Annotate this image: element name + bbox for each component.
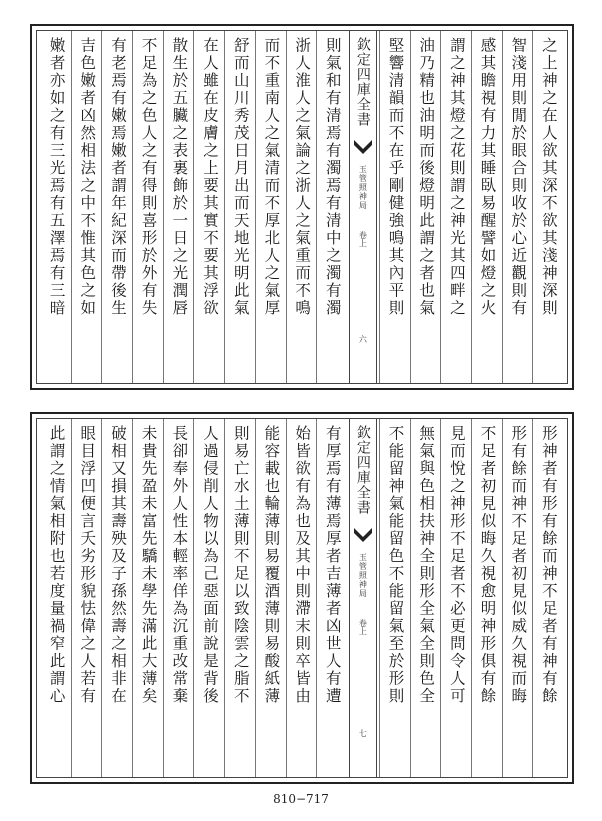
text-column: 在人雖在皮膚之上要其實不要其浮欲	[193, 31, 224, 383]
text-column: 未貴先盈未富先驕未學先滿此大薄矣	[132, 419, 163, 777]
center-banner	[349, 419, 377, 777]
fishtail-mark-icon	[353, 527, 373, 543]
text-column: 破相又損其壽殃及子孫然壽之相非在	[101, 419, 132, 777]
text-column: 有老焉有嫩焉嫩者謂年紀深而帶後生	[101, 31, 132, 383]
bottom-page-frame	[30, 412, 574, 784]
text-column: 舒而山川秀茂日月出而天地光明此氣	[224, 31, 255, 383]
text-column: 能容載也輪薄則易覆酒薄則易酸紙薄	[255, 419, 286, 777]
center-banner	[349, 31, 377, 383]
banner-page-number: 七	[358, 729, 368, 737]
text-column: 形有餘而神不足者初見似威久視而晦	[502, 419, 533, 777]
text-column: 之上神之在人欲其深不欲其淺神深則	[532, 31, 563, 383]
banner-title: 欽定四庫全書	[354, 425, 371, 515]
text-column: 智淺用則閒於眼合則收於心近觀則有	[502, 31, 533, 383]
text-column: 堅響清韻而不在乎剛健強鳴其內平則	[379, 31, 410, 383]
text-column: 則氣和有清焉有濁焉有清中之濁有濁	[316, 31, 347, 383]
banner-juan: 卷上	[358, 231, 368, 247]
text-column: 人過侵削人物以為己惡面前說是背後	[193, 419, 224, 777]
text-column: 感其瞻視有力其睡臥易醒譬如燈之火	[471, 31, 502, 383]
text-column: 散生於五臟之表裏飾於一日之光潤唇	[163, 31, 194, 383]
text-column: 不能留神氣能留色不能留氣至於形則	[379, 419, 410, 777]
top-text-block	[36, 30, 568, 384]
banner-book-name: 玉管照神局	[358, 165, 368, 210]
banner-juan: 卷上	[358, 619, 368, 635]
text-column: 不足為之色人之有得則喜形於外有失	[132, 31, 163, 383]
text-column: 始皆欲有為也及其中則滯末則卒皆由	[286, 419, 317, 777]
banner-page-number: 六	[358, 335, 368, 343]
banner-title: 欽定四庫全書	[354, 37, 371, 127]
text-column: 眼目浮凹便言夭劣形貌怯偉之人若有	[71, 419, 102, 777]
text-column: 謂之神其燈之花則謂之神光其四畔之	[440, 31, 471, 383]
banner-book-name: 玉管照神局	[358, 553, 368, 598]
text-column: 無氣與色相扶神全則形全氣全則色全	[410, 419, 441, 777]
fishtail-mark-icon	[353, 139, 373, 155]
text-column: 此謂之情氣相附也若度量禍窄此謂心	[47, 425, 66, 705]
text-column: 則易亡水土薄則不足以致陰雲之脂不	[224, 419, 255, 777]
text-column: 形神者有形有餘而神不足者有神有餘	[532, 419, 563, 777]
text-column: 浙人淮人之氣論之浙人之氣重而不鳴	[286, 31, 317, 383]
text-column: 見而悅之神形不足者不必更問令人可	[440, 419, 471, 777]
top-page-frame	[30, 24, 574, 390]
text-column: 長卻奉外人性本輕率佯為沉重改常棄	[163, 419, 194, 777]
text-column: 有厚焉有薄焉厚者吉薄者凶世人有遭	[316, 419, 347, 777]
text-column: 不足者初見似晦久視愈明神形俱有餘	[471, 419, 502, 777]
text-column: 油乃精也油明而後燈明此謂之者也氣	[410, 31, 441, 383]
text-column: 吉色嫩者凶然相法之中不惟其色之如	[71, 31, 102, 383]
bottom-text-block	[36, 418, 568, 778]
text-column: 嫩者亦如之有三光焉有五澤焉有三暗	[47, 37, 66, 317]
text-column: 而不重南人之氣清而不厚北人之氣厚	[255, 31, 286, 383]
footer-page-number: 810−717	[273, 792, 329, 806]
